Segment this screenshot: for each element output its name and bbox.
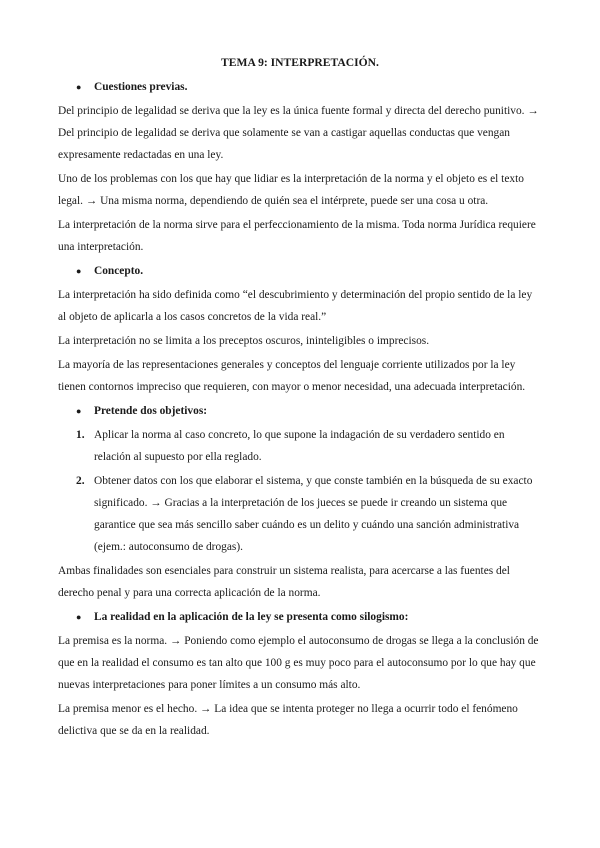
bullet-icon: ●	[76, 82, 82, 92]
list-item-text: Aplicar la norma al caso concreto, lo que supone la indagación de su verdadero sentido en relación al supuesto por ella reglado.	[94, 429, 505, 463]
section-heading-silogismo	[58, 606, 542, 628]
paragraph: Uno de los problemas con los que hay que lidiar es la interpretación de la norma y el objeto es el texto legal. → Una misma norma, dependiendo de quién sea el intérprete, puede ser una cosa u otra.	[58, 173, 524, 207]
bullet-icon: ●	[76, 406, 82, 416]
paragraph: La mayoría de las representaciones generales y conceptos del lenguaje corriente utilizados por la ley tienen contornos impreciso que requieren, con mayor o menor necesidad, una adecuada interpretación.	[58, 359, 526, 393]
list-item	[58, 424, 542, 468]
paragraph: Del principio de legalidad se deriva que la ley es la única fuente formal y directa del derecho punitivo. → Del principio de legalidad se deriva que solamente se van a castigar aquellas conductas que vengan expresamente redactadas en una ley.	[58, 105, 539, 161]
paragraph: La premisa es la norma. → Poniendo como ejemplo el autoconsumo de drogas se llega a la conclusión de que en la realidad el consumo es tan alto que 100 g es muy poco para el autoconsumo por lo que hay que nuevas interpretaciones para poner límites a un consumo más alto.	[58, 635, 539, 691]
section-heading-objetivos	[58, 400, 542, 422]
paragraph: La interpretación ha sido definida como “el descubrimiento y determinación del propio sentido de la ley al objeto de aplicarla a los casos concretos de la vida real.”	[58, 289, 533, 323]
section-heading-concepto	[58, 260, 542, 282]
list-number: 1.	[76, 429, 85, 441]
list-number: 2.	[76, 475, 85, 487]
paragraph: Ambas finalidades son esenciales para construir un sistema realista, para acercarse a las fuentes del derecho penal y para una correcta aplicación de la norma.	[58, 565, 510, 599]
section-heading-text: Concepto.	[94, 265, 144, 277]
section-heading-text: Cuestiones previas.	[94, 81, 188, 93]
list-item	[58, 470, 542, 558]
paragraph: La interpretación no se limita a los preceptos oscuros, ininteligibles o imprecisos.	[58, 335, 430, 347]
section-heading-cuestiones	[58, 76, 542, 98]
section-heading-text: La realidad en la aplicación de la ley se presenta como silogismo:	[94, 611, 409, 623]
bullet-icon: ●	[76, 612, 82, 622]
section-heading-text: Pretende dos objetivos:	[94, 405, 208, 417]
page-title: TEMA 9: INTERPRETACIÓN.	[221, 56, 379, 69]
paragraph: La premisa menor es el hecho. → La idea que se intenta proteger no llega a ocurrir todo el fenómeno delictiva que se da en la realidad.	[58, 703, 518, 737]
paragraph: La interpretación de la norma sirve para el perfeccionamiento de la misma. Toda norma Jurídica requiere una interpretación.	[58, 219, 536, 253]
list-item-text: Obtener datos con los que elaborar el sistema, y que conste también en la búsqueda de su exacto significado. → Gracias a la interpretación de los jueces se puede ir creando un sistema que garantice que sea más sencillo saber cuándo es un delito y cuándo una sanción administrativa (ejem.: autoconsumo de drogas).	[94, 475, 533, 553]
bullet-icon: ●	[76, 266, 82, 276]
